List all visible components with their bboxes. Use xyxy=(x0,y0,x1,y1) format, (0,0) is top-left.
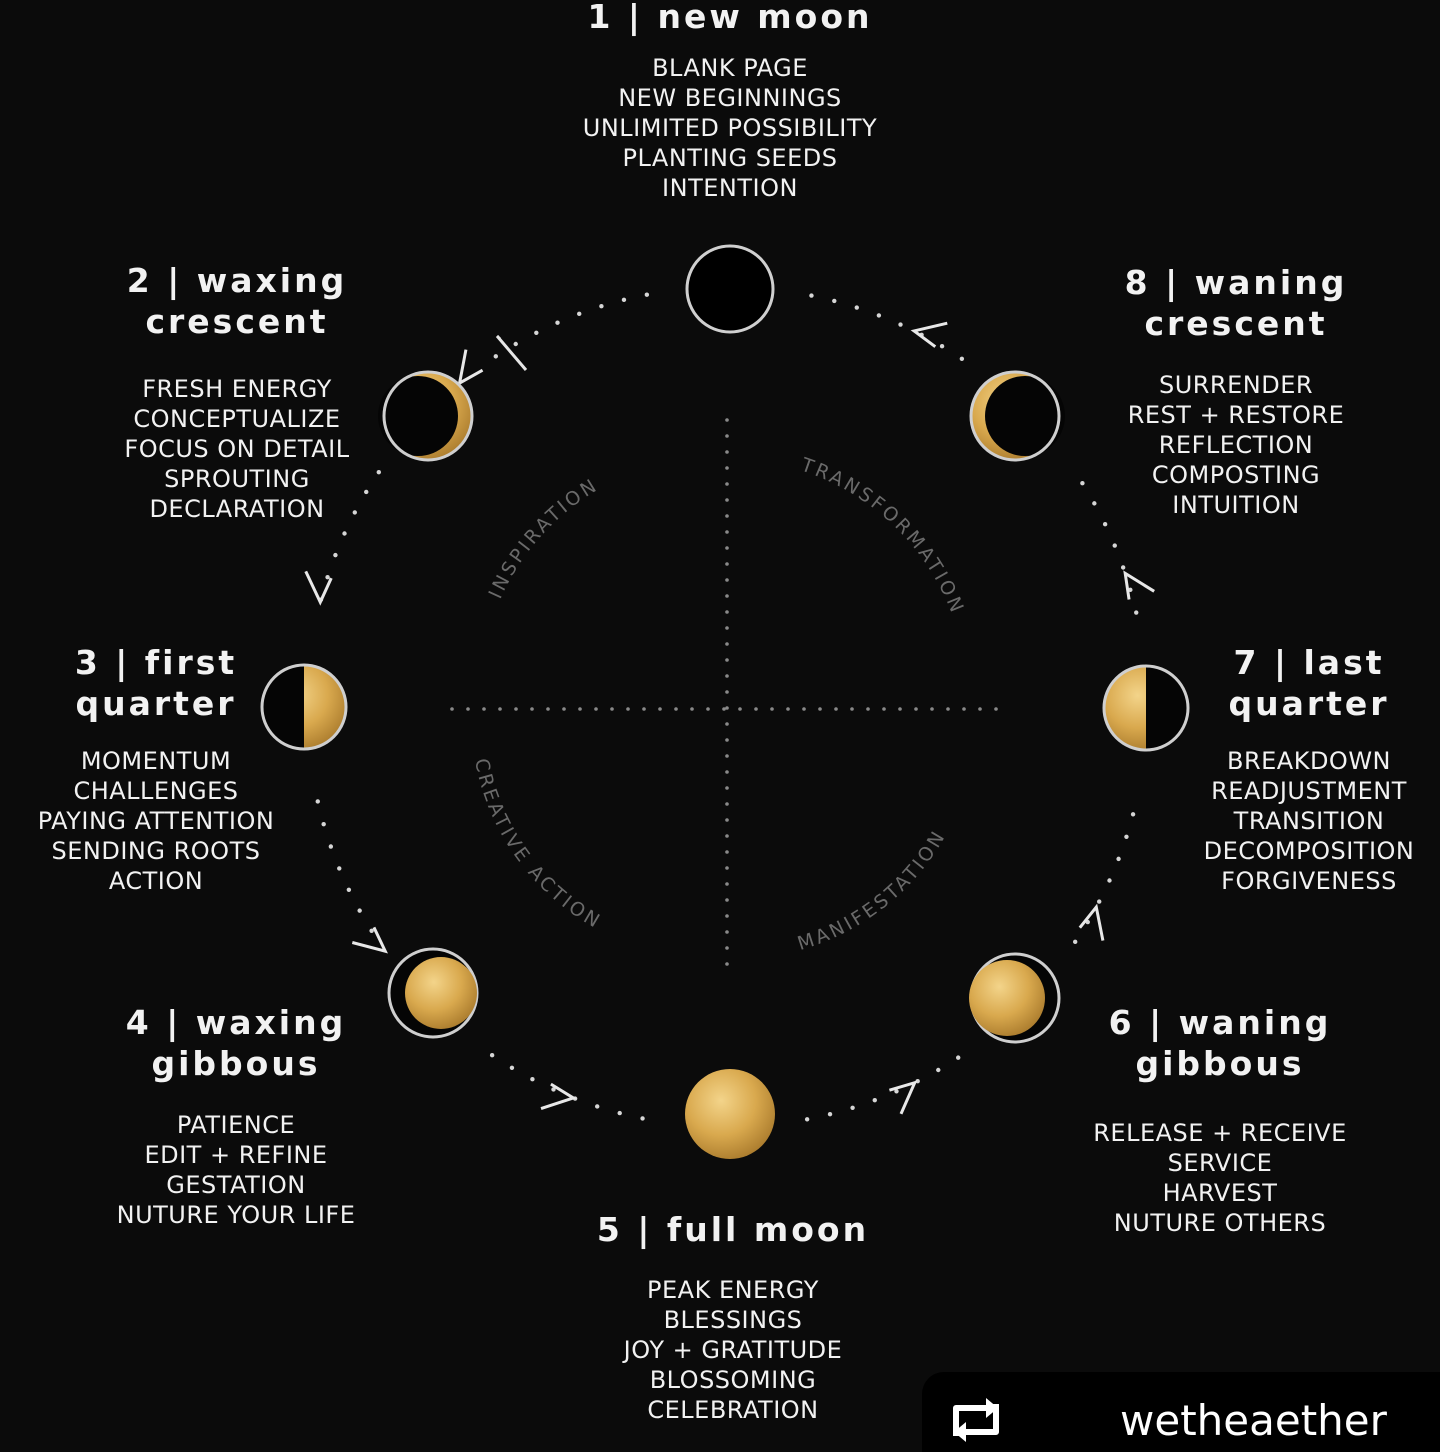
keyword: FRESH ENERGY xyxy=(142,375,332,403)
dot xyxy=(618,1111,622,1115)
dot xyxy=(1080,481,1084,485)
dot xyxy=(725,738,729,742)
quadrant-label-inspiration: INSPIRATION xyxy=(484,473,603,603)
keyword: READJUSTMENT xyxy=(1211,777,1407,805)
dot xyxy=(482,707,486,711)
dot xyxy=(490,1053,494,1057)
keyword: PATIENCE xyxy=(176,1111,296,1139)
keyword: FORGIVENESS xyxy=(1221,867,1397,895)
dot xyxy=(530,707,534,711)
dot xyxy=(658,707,662,711)
keyword: PAYING ATTENTION xyxy=(37,807,275,835)
chevron-icon xyxy=(352,927,385,951)
keyword: SURRENDER xyxy=(1158,371,1314,399)
dot xyxy=(1103,522,1107,526)
phase-waxing-crescent xyxy=(82,260,392,524)
dot xyxy=(725,946,729,950)
phase-keywords xyxy=(86,1110,386,1230)
keyword: INTENTION xyxy=(662,174,798,202)
dot xyxy=(594,707,598,711)
chevron-icon xyxy=(1125,573,1154,599)
dot xyxy=(725,866,729,870)
waxing-gibbous-icon xyxy=(389,949,477,1037)
dot xyxy=(1124,835,1128,839)
phase-keywords xyxy=(6,746,306,896)
keyword: GESTATION xyxy=(166,1171,306,1199)
dot xyxy=(1121,565,1125,569)
keyword: BLESSINGS xyxy=(663,1306,803,1334)
dot xyxy=(329,844,333,848)
dot xyxy=(725,578,729,582)
dot xyxy=(337,866,341,870)
cycle-arrows xyxy=(497,336,526,370)
keyword: SERVICE xyxy=(1167,1149,1273,1177)
dot xyxy=(1097,899,1101,903)
keyword: REST + RESTORE xyxy=(1127,401,1345,429)
quadrant-label-creative-action: CREATIVE ACTION xyxy=(469,756,606,934)
dot xyxy=(802,707,806,711)
quadrant-labels xyxy=(470,454,969,955)
phase-full-moon xyxy=(543,1209,923,1425)
dot xyxy=(450,707,454,711)
dot xyxy=(578,707,582,711)
dot xyxy=(321,822,325,826)
dot xyxy=(595,1104,599,1108)
phase-keywords xyxy=(540,53,920,203)
dot xyxy=(725,754,729,758)
dot xyxy=(333,553,337,557)
keyword: REFLECTION xyxy=(1158,431,1314,459)
dot xyxy=(834,707,838,711)
phase-title: 2 | waxing crescent xyxy=(126,261,348,341)
phase-first-quarter xyxy=(6,642,306,896)
phase-last-quarter xyxy=(1186,642,1432,896)
dot xyxy=(342,531,346,535)
keyword: COMPOSTING xyxy=(1151,461,1321,489)
phase-title: 1 | new moon xyxy=(587,0,873,36)
dot xyxy=(725,482,729,486)
dot xyxy=(466,707,470,711)
dot xyxy=(725,658,729,662)
dot xyxy=(610,707,614,711)
dot xyxy=(828,1112,832,1116)
dot xyxy=(725,962,729,966)
dot xyxy=(725,914,729,918)
chevron-icon xyxy=(541,1084,573,1108)
keyword: EDIT + REFINE xyxy=(144,1141,328,1169)
dot xyxy=(674,707,678,711)
keyword: PEAK ENERGY xyxy=(647,1276,819,1304)
dot xyxy=(960,357,964,361)
dot xyxy=(882,707,886,711)
keyword: DECLARATION xyxy=(149,495,325,523)
waning-crescent-icon xyxy=(971,372,1065,460)
repost-badge[interactable] xyxy=(922,1372,1440,1452)
last-quarter-moon-icon xyxy=(1104,666,1188,750)
phase-title: 7 | last quarter xyxy=(1228,643,1390,723)
dot xyxy=(873,1098,877,1102)
dot xyxy=(725,722,729,726)
keyword: SPROUTING xyxy=(164,465,310,493)
dot xyxy=(725,642,729,646)
moon-phase-icons xyxy=(262,246,1188,1159)
phase-title: 8 | waning crescent xyxy=(1124,263,1348,343)
dot xyxy=(725,674,729,678)
dot xyxy=(1116,857,1120,861)
phase-title: 4 | waxing gibbous xyxy=(125,1003,347,1083)
dot xyxy=(725,818,729,822)
keyword: SENDING ROOTS xyxy=(51,837,261,865)
dot xyxy=(357,908,361,912)
keyword: JOY + GRATITUDE xyxy=(623,1336,843,1364)
dot xyxy=(640,1116,644,1120)
keyword: BLOSSOMING xyxy=(649,1366,817,1394)
dot xyxy=(754,707,758,711)
phase-keywords xyxy=(1086,370,1386,520)
dot xyxy=(809,293,813,297)
dot xyxy=(514,707,518,711)
dot xyxy=(498,707,502,711)
dot xyxy=(770,707,774,711)
dot xyxy=(369,929,373,933)
keyword: TRANSITION xyxy=(1233,807,1385,835)
horizontal-dotted-axis xyxy=(450,707,998,711)
dot xyxy=(530,1077,534,1081)
keyword: BLANK PAGE xyxy=(652,54,808,82)
dot xyxy=(494,354,498,358)
dot xyxy=(725,626,729,630)
phase-keywords xyxy=(82,374,392,524)
keyword: BREAKDOWN xyxy=(1226,747,1391,775)
keyword: NUTURE OTHERS xyxy=(1113,1209,1327,1237)
dot xyxy=(725,898,729,902)
vertical-dotted-axis xyxy=(725,418,729,966)
dot xyxy=(914,707,918,711)
dot xyxy=(725,786,729,790)
dot xyxy=(325,575,329,579)
phase-new-moon xyxy=(540,0,920,203)
dot xyxy=(850,1106,854,1110)
dot xyxy=(642,707,646,711)
quadrant-label-transformation: TRANSFORMATION xyxy=(798,453,969,618)
dot xyxy=(866,707,870,711)
dot xyxy=(956,1055,960,1059)
phase-keywords xyxy=(1186,746,1432,896)
phase-title: 3 | first quarter xyxy=(74,643,238,723)
dot xyxy=(725,882,729,886)
dot xyxy=(1107,878,1111,882)
dot xyxy=(898,322,902,326)
dot xyxy=(832,299,836,303)
phase-title: 5 | full moon xyxy=(596,1210,870,1249)
dot xyxy=(626,707,630,711)
repost-icon xyxy=(946,1396,1006,1449)
dot xyxy=(725,450,729,454)
phase-keywords xyxy=(1070,1118,1370,1238)
new-moon-icon xyxy=(687,246,773,332)
dot xyxy=(546,707,550,711)
dot xyxy=(946,707,950,711)
keyword: CHALLENGES xyxy=(73,777,239,805)
dot xyxy=(725,690,729,694)
dot xyxy=(962,707,966,711)
dot xyxy=(725,562,729,566)
dot xyxy=(622,298,626,302)
dot xyxy=(725,498,729,502)
dot xyxy=(877,313,881,317)
dot xyxy=(562,707,566,711)
phase-waning-crescent xyxy=(1086,262,1386,520)
dot xyxy=(316,799,320,803)
dot xyxy=(725,770,729,774)
dot xyxy=(1073,940,1077,944)
keyword: CELEBRATION xyxy=(647,1396,819,1424)
full-moon-icon xyxy=(685,1069,775,1159)
dot xyxy=(706,707,710,711)
dot xyxy=(805,1117,809,1121)
dot xyxy=(725,834,729,838)
dot xyxy=(645,293,649,297)
dot xyxy=(725,530,729,534)
dot xyxy=(510,1066,514,1070)
keyword: NEW BEGINNINGS xyxy=(618,84,842,112)
phase-keywords xyxy=(543,1275,923,1425)
dot xyxy=(940,344,944,348)
keyword: MOMENTUM xyxy=(80,747,232,775)
phase-waning-gibbous xyxy=(1070,1002,1370,1238)
keyword: NUTURE YOUR LIFE xyxy=(116,1201,356,1229)
chevron-icon xyxy=(460,350,483,383)
keyword: RELEASE + RECEIVE xyxy=(1093,1119,1347,1147)
dot xyxy=(978,707,982,711)
dot xyxy=(725,930,729,934)
waning-gibbous-icon xyxy=(969,954,1059,1042)
dot xyxy=(725,434,729,438)
dot xyxy=(1113,543,1117,547)
dot xyxy=(725,594,729,598)
keyword: UNLIMITED POSSIBILITY xyxy=(582,114,878,142)
dot xyxy=(599,304,603,308)
dot xyxy=(725,514,729,518)
keyword: FOCUS ON DETAIL xyxy=(124,435,350,463)
dot xyxy=(690,707,694,711)
dot xyxy=(722,707,726,711)
dot xyxy=(577,312,581,316)
dot xyxy=(850,707,854,711)
keyword: DECOMPOSITION xyxy=(1203,837,1415,865)
dot xyxy=(930,707,934,711)
dot xyxy=(725,546,729,550)
dot xyxy=(994,707,998,711)
dot xyxy=(855,305,859,309)
dot xyxy=(725,802,729,806)
keyword: CONCEPTUALIZE xyxy=(133,405,341,433)
chevron-icon xyxy=(889,1083,914,1114)
keyword: PLANTING SEEDS xyxy=(622,144,838,172)
phase-title: 6 | waning gibbous xyxy=(1108,1003,1332,1083)
chevron-icon xyxy=(914,323,947,347)
dot xyxy=(738,707,742,711)
dot xyxy=(1134,610,1138,614)
dot xyxy=(786,707,790,711)
dot xyxy=(534,331,538,335)
phase-waxing-gibbous xyxy=(86,1002,386,1230)
dot xyxy=(898,707,902,711)
dot xyxy=(725,418,729,422)
dot xyxy=(347,888,351,892)
dot xyxy=(818,707,822,711)
dot xyxy=(555,321,559,325)
dot xyxy=(514,342,518,346)
dot xyxy=(725,850,729,854)
dot xyxy=(936,1068,940,1072)
waxing-crescent-icon xyxy=(378,372,472,460)
arrow-icon xyxy=(497,336,526,370)
dot xyxy=(1131,812,1135,816)
dot xyxy=(725,610,729,614)
dot xyxy=(725,466,729,470)
repost-account-name[interactable]: wetheaether xyxy=(1120,1396,1387,1445)
quadrant-label-manifestation: MANIFESTATION xyxy=(794,825,951,955)
keyword: ACTION xyxy=(108,867,204,895)
keyword: INTUITION xyxy=(1172,491,1300,519)
chevron-icon xyxy=(1080,907,1103,940)
keyword: HARVEST xyxy=(1162,1179,1278,1207)
